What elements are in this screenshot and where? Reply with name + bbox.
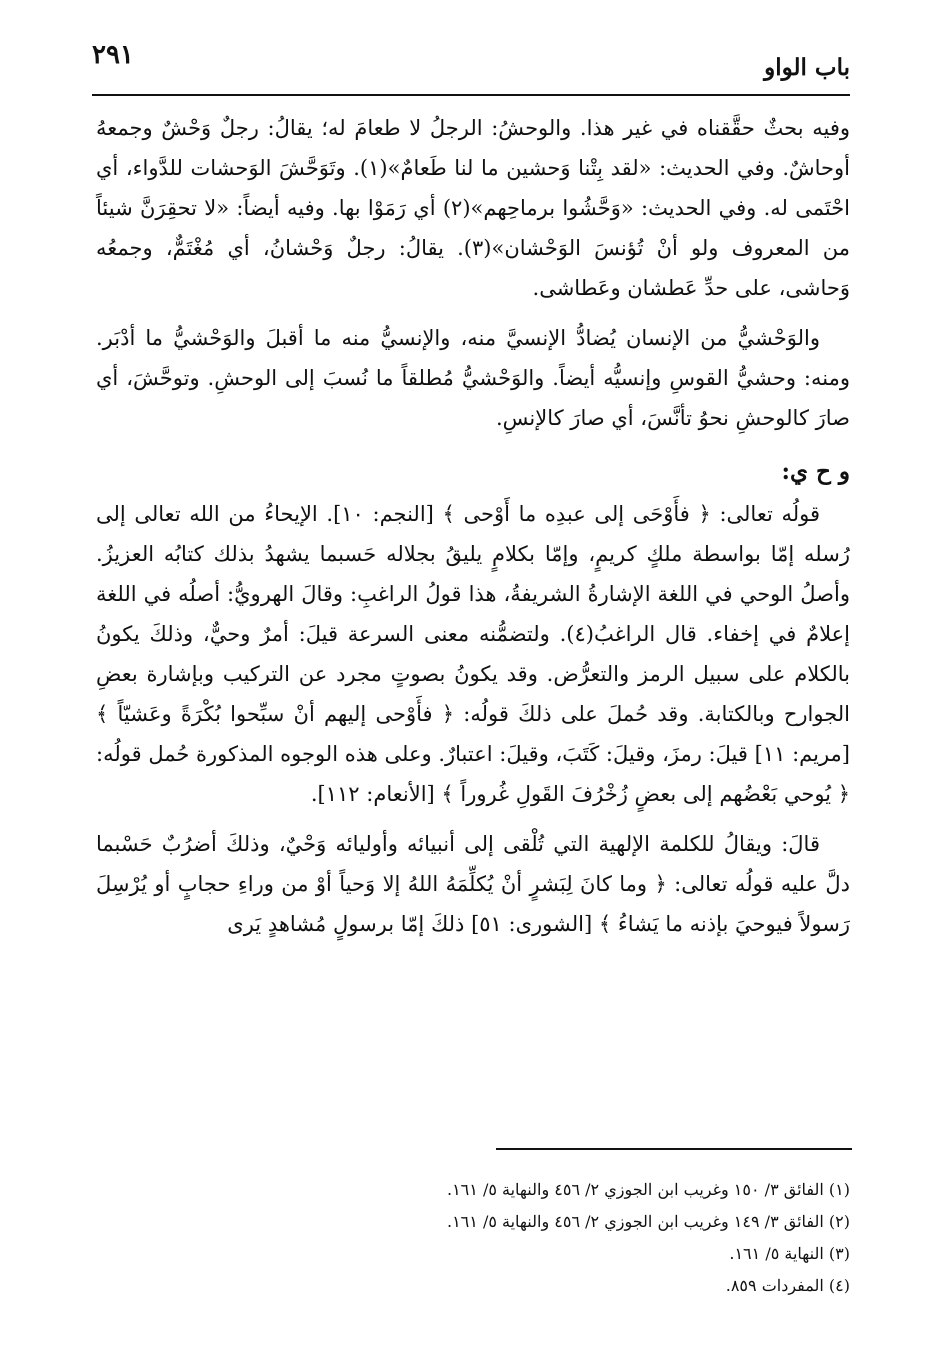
- page-number: ٢٩١: [92, 40, 134, 70]
- paragraph-wahy: قولُه تعالى: ﴿ فأَوْحَى إلى عبدِه ما أَوْحى ﴾ [النجم: ١٠]. الإيحاءُ من الله تعالى إلى رُسله إمّا بواسطة ملكٍ كريمٍ، وإمّا بكلامٍ يليقُ بجلاله حَسبما يشهدُ بذلك كتابُه العزيزُ. وأصلُ الوحي في اللغة الإشارةُ الشريفةُ، هذا قولُ الراغبِ: وقالَ الهرويُّ: أصلُه في اللغة إعلامٌ في إخفاء. قال الراغبُ(٤). ولتضمُّنه معنى السرعة قيلَ: أمرٌ وحيٌّ، وذلكَ يكونُ بالكلام على سبيل الرمز والتعرُّض. وقد يكونُ بصوتٍ مجرد عن التركيب وبإشارة بعضِ الجوارح وبالكتابة. وقد حُملَ على ذلكَ قولُه: ﴿ فأَوْحى إليهم أنْ سبِّحوا بُكْرَةً وعَشيّاً ﴾ [مريم: ١١] قيلَ: رمزَ، وقيلَ: كَتَبَ، وقيلَ: اعتبارٌ. وعلى هذه الوجوه المذكورة حُمل قولُه: ﴿ يُوحي بَعْضُهم إلى بعضٍ زُخْرُفَ القَولِ غُروراً ﴾ [الأنعام: ١١٢].: [96, 502, 851, 806]
- footnote-2: (٢) الفائق ٣/ ١٤٩ وغريب ابن الجوزي ٢/ ٤٥٦ والنهاية ٥/ ١٦١.: [446, 1212, 850, 1231]
- paragraph-wahsh: وفيه بحثٌ حقَّقناه في غير هذا. والوحشُ: الرجلُ لا طعامَ له؛ يقالُ: رجلٌ وَحْشٌ وجمعهُ أوحاشٌ. وفي الحديث: «لقد بِتْنا وَحشين ما لنا طَعامٌ»(١). وتَوَحَّشَ الوَحشات للدَّواء، أي احْتَمى له. وفي الحديث: «وَحَّشُوا برماحِهم»(٢) أي رَمَوْا بها. وفيه أيضاً: «لا تحقِرَنَّ شيئاً من المعروف ولو أنْ تُؤنسَ الوَحْشان»(٣). يقالُ: رجلٌ وَحْشانُ، أي مُغْتَمٌّ، وجمعُه وَحاشى، على حدِّ عَطشان وعَطاشى.: [96, 116, 851, 300]
- chapter-title: باب الواو: [764, 54, 850, 81]
- footnote-4: (٤) المفردات ٨٥٩.: [725, 1276, 850, 1295]
- footnote-divider: [496, 1148, 852, 1150]
- page-header: [92, 40, 850, 90]
- footnote-3: (٣) النهاية ٥/ ١٦١.: [729, 1244, 850, 1263]
- header-divider: [92, 94, 850, 96]
- paragraph-divine-word: قالَ: ويقالُ للكلمة الإلهية التي تُلْقى إلى أنبيائه وأوليائه وَحْيٌ، وذلكَ أضرُبٌ حَسْبما دلَّ عليه قولُه تعالى: ﴿ وما كانَ لِبَشرٍ أنْ يُكلِّمَهُ اللهُ إلا وَحياً أوْ من وراءِ حجابٍ أو يُرْسِلَ رَسولاً فيوحيَ بإذنه ما يَشاءُ ﴾ [الشورى: ٥١] ذلكَ إمّا برسولٍ مُشاهدٍ يَرى: [96, 832, 850, 936]
- footnote-1: (١) الفائق ٣/ ١٥٠ وغريب ابن الجوزي ٢/ ٤٥٦ والنهاية ٥/ ١٦١.: [446, 1180, 850, 1199]
- main-text: [96, 108, 850, 944]
- footnotes: [96, 1174, 850, 1302]
- paragraph-wahshi: والوَحْشيُّ من الإنسان يُضادُّ الإنسيَّ منه، والإنسيُّ منه ما أقبلَ والوَحْشيُّ ما أدْبَر. ومنه: وحشيُّ القوسِ وإنسيُّه أيضاً. والوَحْشيُّ مُطلقاً ما نُسبَ إلى الوحشِ. وتوحَّشَ، أي صارَ كالوحشِ نحوُ تأنَّسَ، أي صارَ كالإنسِ.: [96, 326, 850, 430]
- entry-heading: و ح ي:: [781, 458, 850, 485]
